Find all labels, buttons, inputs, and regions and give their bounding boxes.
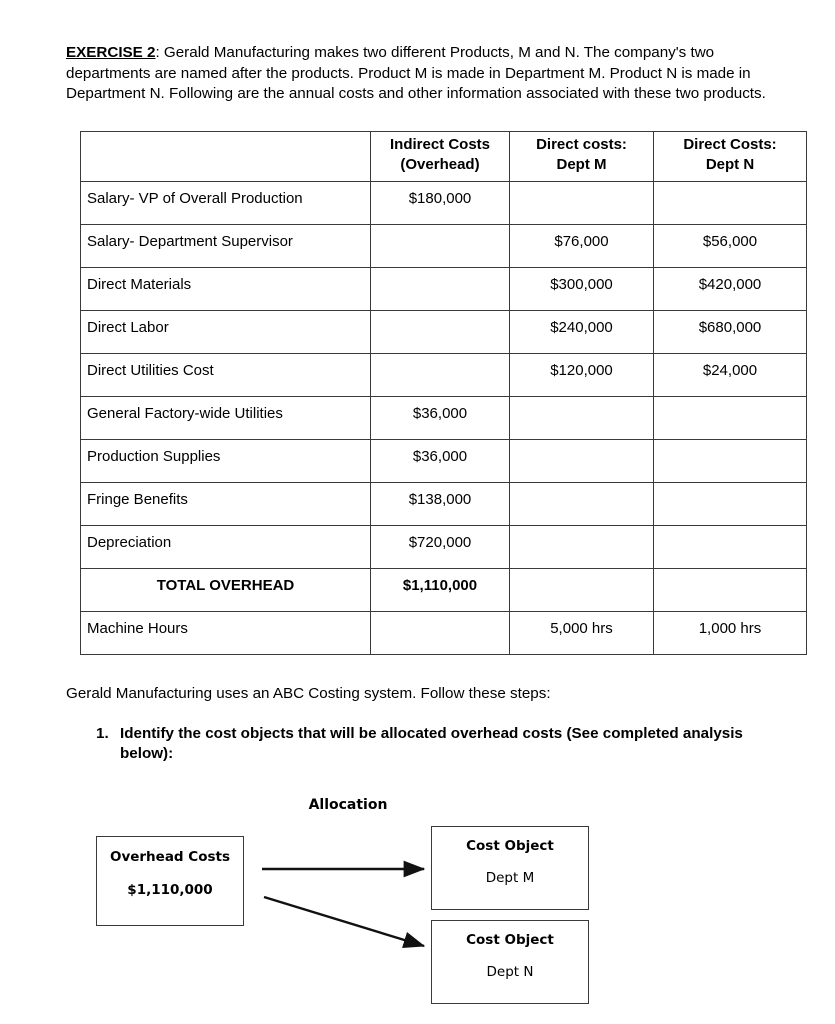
table-cell bbox=[510, 311, 654, 354]
row-indirect: $720,000 bbox=[408, 534, 472, 551]
table-cell bbox=[654, 526, 807, 569]
row-dept-n bbox=[654, 440, 806, 448]
table-cell bbox=[81, 311, 371, 354]
row-dept-n bbox=[654, 569, 806, 577]
row-dept-n bbox=[654, 526, 806, 534]
table-cell bbox=[371, 440, 510, 483]
table-cell bbox=[81, 397, 371, 440]
table-row bbox=[81, 397, 807, 440]
row-dept-n bbox=[654, 397, 806, 405]
row-dept-m: $300,000 bbox=[550, 276, 613, 293]
row-dept-m bbox=[510, 569, 653, 577]
row-dept-m bbox=[510, 182, 653, 190]
row-dept-m bbox=[510, 440, 653, 448]
table-cell bbox=[371, 526, 510, 569]
column-header-direct-costs-dept-n bbox=[654, 132, 807, 182]
column-header-dept-n-line1: Direct Costs: bbox=[683, 136, 777, 153]
table-cell bbox=[81, 225, 371, 268]
row-label: Production Supplies bbox=[87, 448, 221, 465]
exercise-label: EXERCISE 2 bbox=[66, 44, 156, 62]
table-row bbox=[81, 225, 807, 268]
table-cell bbox=[654, 397, 807, 440]
table-cell bbox=[510, 354, 654, 397]
table-cell bbox=[371, 354, 510, 397]
row-dept-n bbox=[654, 182, 806, 190]
row-label: Direct Labor bbox=[87, 319, 169, 336]
row-label: Direct Utilities Cost bbox=[87, 362, 214, 379]
row-dept-m: $240,000 bbox=[550, 319, 613, 336]
row-indirect: $36,000 bbox=[412, 405, 468, 422]
table-row bbox=[81, 483, 807, 526]
row-indirect bbox=[371, 225, 509, 233]
table-cell bbox=[654, 569, 807, 612]
table-cell bbox=[81, 526, 371, 569]
table-cell bbox=[371, 268, 510, 311]
table-cell bbox=[510, 397, 654, 440]
arrow-overhead-to-dept-n bbox=[264, 897, 424, 946]
table-body bbox=[81, 182, 807, 655]
row-indirect bbox=[371, 311, 509, 319]
allocation-label: Allocation bbox=[308, 797, 388, 813]
row-label: Direct Materials bbox=[87, 276, 192, 293]
table-row bbox=[81, 526, 807, 569]
table-cell bbox=[371, 612, 510, 655]
table-cell bbox=[510, 440, 654, 483]
row-indirect: $1,110,000 bbox=[402, 577, 478, 594]
column-header-indirect-costs-line2: (Overhead) bbox=[400, 156, 480, 173]
cost-object-m-subtitle: Dept M bbox=[485, 870, 535, 886]
table-row bbox=[81, 569, 807, 612]
table-row bbox=[81, 612, 807, 655]
exercise-intro-text: : Gerald Manufacturing makes two different Products, M and N. The company's two departments are named after the products. Product M is made in Department M. Product N is made in Department N. Following are the annual costs and other information associated with these two products. bbox=[66, 44, 766, 103]
column-header-dept-m-line2: Dept M bbox=[556, 156, 607, 173]
row-dept-m: $120,000 bbox=[550, 362, 613, 379]
overhead-costs-amount: $1,110,000 bbox=[127, 882, 213, 898]
column-header-indirect-costs-line1: Indirect Costs bbox=[389, 136, 491, 153]
table-cell bbox=[371, 311, 510, 354]
row-dept-m bbox=[510, 397, 653, 405]
column-header-dept-n-line2: Dept N bbox=[705, 156, 755, 173]
table-cell bbox=[510, 526, 654, 569]
row-label: Depreciation bbox=[87, 534, 172, 551]
table-cell bbox=[654, 440, 807, 483]
cost-object-n-title: Cost Object bbox=[466, 932, 554, 948]
cost-object-n-box bbox=[431, 920, 589, 1004]
row-indirect bbox=[371, 612, 509, 620]
row-dept-n: $420,000 bbox=[698, 276, 762, 293]
table-cell bbox=[510, 569, 654, 612]
table-row bbox=[81, 268, 807, 311]
row-indirect bbox=[371, 354, 509, 362]
row-indirect: $36,000 bbox=[412, 448, 468, 465]
table-cell bbox=[81, 569, 371, 612]
row-dept-n: $56,000 bbox=[702, 233, 758, 250]
table-cell bbox=[510, 225, 654, 268]
table-cell bbox=[371, 225, 510, 268]
abc-costing-intro-line: Gerald Manufacturing uses an ABC Costing system. Follow these steps: bbox=[66, 685, 551, 702]
table-cell bbox=[654, 182, 807, 225]
table-cell bbox=[81, 483, 371, 526]
column-header-indirect-costs bbox=[371, 132, 510, 182]
row-label: Fringe Benefits bbox=[87, 491, 188, 508]
exercise-intro-paragraph bbox=[66, 43, 781, 105]
table-cell bbox=[510, 483, 654, 526]
table-cell bbox=[371, 182, 510, 225]
table-cell bbox=[81, 612, 371, 655]
table-cell bbox=[510, 268, 654, 311]
column-header-item bbox=[81, 132, 371, 182]
row-indirect bbox=[371, 268, 509, 276]
table-cell bbox=[654, 268, 807, 311]
table-row bbox=[81, 354, 807, 397]
row-dept-n: $24,000 bbox=[702, 362, 758, 379]
table-row bbox=[81, 311, 807, 354]
overhead-costs-title: Overhead Costs bbox=[109, 849, 231, 865]
cost-object-n-subtitle: Dept N bbox=[486, 964, 534, 980]
row-label: Salary- Department Supervisor bbox=[87, 233, 293, 250]
row-dept-n bbox=[654, 483, 806, 491]
table-cell bbox=[510, 612, 654, 655]
list-item bbox=[96, 724, 756, 764]
table-header bbox=[81, 132, 807, 182]
row-label: General Factory-wide Utilities bbox=[87, 405, 283, 422]
row-indirect: $138,000 bbox=[408, 491, 472, 508]
row-indirect: $180,000 bbox=[408, 190, 472, 207]
table-cell bbox=[371, 397, 510, 440]
table-cell bbox=[654, 354, 807, 397]
table-cell bbox=[371, 483, 510, 526]
table-cell bbox=[654, 311, 807, 354]
row-dept-m: $76,000 bbox=[554, 233, 609, 250]
table-cell bbox=[81, 440, 371, 483]
row-dept-n: 1,000 hrs bbox=[698, 620, 762, 637]
cost-information-table bbox=[80, 131, 807, 655]
row-dept-m bbox=[510, 483, 653, 491]
overhead-costs-box bbox=[96, 836, 244, 926]
table-row bbox=[81, 440, 807, 483]
column-header-dept-m-line1: Direct costs: bbox=[536, 136, 627, 153]
row-dept-m: 5,000 hrs bbox=[550, 620, 613, 637]
row-label: TOTAL OVERHEAD bbox=[156, 577, 295, 594]
column-header-direct-costs-dept-m bbox=[510, 132, 654, 182]
row-label: Machine Hours bbox=[87, 620, 188, 637]
table-cell bbox=[654, 225, 807, 268]
row-dept-n: $680,000 bbox=[698, 319, 762, 336]
table-cell bbox=[654, 612, 807, 655]
step-text: Identify the cost objects that will be allocated overhead costs (See completed analysis below): bbox=[120, 725, 743, 762]
instruction-steps-list bbox=[96, 724, 756, 764]
table-cell bbox=[654, 483, 807, 526]
step-number: 1. bbox=[96, 725, 109, 742]
table-cell bbox=[371, 569, 510, 612]
table-cell bbox=[81, 268, 371, 311]
table-row bbox=[81, 182, 807, 225]
table-cell bbox=[510, 182, 654, 225]
cost-object-m-title: Cost Object bbox=[466, 838, 554, 854]
table-cell bbox=[81, 354, 371, 397]
table-header-row bbox=[81, 132, 807, 182]
row-dept-m bbox=[510, 526, 653, 534]
table-cell bbox=[81, 182, 371, 225]
cost-object-m-box bbox=[431, 826, 589, 910]
row-label: Salary- VP of Overall Production bbox=[87, 190, 303, 207]
